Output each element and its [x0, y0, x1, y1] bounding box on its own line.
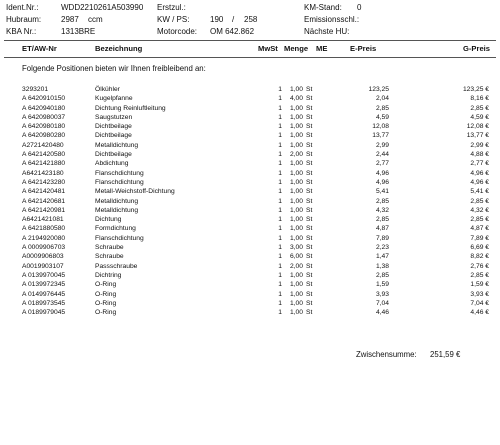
cell-menge: 1,00 [289, 178, 303, 186]
kwps-label: KW / PS: [157, 15, 190, 24]
table-row [0, 272, 500, 281]
table-row [0, 132, 500, 141]
cell-mwst: 1 [278, 262, 282, 270]
cell-ep: 7,89 [375, 234, 389, 242]
cell-me: St [306, 188, 313, 196]
cell-me: St [306, 262, 313, 270]
header-divider [4, 40, 496, 41]
cell-mwst: 1 [278, 95, 282, 103]
cell-bez: O-Ring [95, 309, 117, 317]
cell-bez: Ölkühler [95, 86, 120, 93]
cell-bez: O-Ring [95, 281, 117, 289]
cell-gp: 2,85 € [470, 197, 489, 205]
cell-nr: 3293201 [22, 86, 49, 93]
table-row [0, 300, 500, 309]
cell-bez: O-Ring [95, 290, 117, 298]
subtotal-label: Zwischensumme: [356, 350, 417, 359]
cell-menge: 1,00 [289, 86, 303, 93]
cell-bez: Dichtring [95, 271, 122, 279]
cell-bez: Kugelpfanne [95, 95, 133, 103]
table-row [0, 151, 500, 160]
col-epreis: E-Preis [350, 44, 377, 53]
cell-ep: 4,96 [375, 169, 389, 177]
cell-bez: Metalldichtung [95, 206, 139, 214]
table-row [0, 281, 500, 290]
cell-menge: 1,00 [289, 188, 303, 196]
cell-nr: A 0139972345 [22, 281, 66, 289]
cell-nr: A 6420980180 [22, 123, 66, 131]
kba-label: KBA Nr.: [6, 27, 37, 36]
cell-ep: 2,85 [375, 271, 389, 279]
cell-gp: 1,59 € [470, 281, 489, 289]
cell-gp: 2,77 € [470, 160, 489, 168]
cell-gp: 4,96 € [470, 169, 489, 177]
cell-mwst: 1 [278, 206, 282, 214]
cell-menge: 1,00 [289, 104, 303, 112]
cell-bez: Metalldichtung [95, 141, 139, 149]
cell-me: St [306, 151, 313, 159]
cell-menge: 1,00 [289, 234, 303, 242]
cell-me: St [306, 123, 313, 131]
cell-gp: 8,82 € [470, 253, 489, 261]
col-bezeichnung: Bezeichnung [95, 44, 143, 53]
cell-ep: 7,04 [375, 299, 389, 307]
motorcode-label: Motorcode: [157, 27, 198, 36]
col-mwst: MwSt [258, 44, 278, 53]
cell-ep: 5,41 [375, 188, 389, 196]
cell-nr: A 6420910150 [22, 95, 66, 103]
hubraum-unit: ccm [88, 15, 103, 24]
cell-bez: Schraube [95, 244, 124, 252]
cell-nr: A 6421420981 [22, 206, 66, 214]
cell-menge: 1,00 [289, 123, 303, 131]
cell-ep: 12,08 [372, 123, 389, 131]
table-row [0, 86, 500, 95]
cell-me: St [306, 225, 313, 233]
cell-bez: Dichtbeilage [95, 151, 132, 159]
cell-nr: A 6420980280 [22, 132, 66, 140]
cell-gp: 2,85 € [470, 216, 489, 224]
table-row [0, 198, 500, 207]
cell-gp: 12,08 € [466, 123, 489, 131]
table-row [0, 179, 500, 188]
cell-me: St [306, 197, 313, 205]
cell-nr: A 0189979045 [22, 309, 66, 317]
cell-bez: Passschraube [95, 262, 138, 270]
cell-gp: 4,88 € [470, 151, 489, 159]
intro-text: Folgende Positionen bieten wir Ihnen freibleibend an: [22, 64, 206, 73]
cell-mwst: 1 [278, 309, 282, 317]
cell-ep: 2,99 [375, 141, 389, 149]
hubraum-value: 2987 [61, 15, 79, 24]
hubraum-label: Hubraum: [6, 15, 42, 24]
cell-mwst: 1 [278, 141, 282, 149]
table-row [0, 160, 500, 169]
cell-mwst: 1 [278, 160, 282, 168]
cell-mwst: 1 [278, 290, 282, 298]
cell-bez: Formdichtung [95, 225, 136, 233]
cell-me: St [306, 234, 313, 242]
cell-gp: 5,41 € [470, 188, 489, 196]
vehicle-header [0, 0, 500, 40]
table-row [0, 263, 500, 272]
cell-ep: 4,46 [375, 309, 389, 317]
cell-mwst: 1 [278, 271, 282, 279]
erstzul-label: Erstzul.: [157, 3, 186, 12]
cell-me: St [306, 160, 313, 168]
cell-me: St [306, 206, 313, 214]
cell-bez: Flanschdichtung [95, 178, 144, 186]
table-row [0, 235, 500, 244]
table-row [0, 170, 500, 179]
cell-mwst: 1 [278, 132, 282, 140]
table-row [0, 105, 500, 114]
cell-gp: 3,93 € [470, 290, 489, 298]
cell-gp: 4,32 € [470, 206, 489, 214]
cell-menge: 1,00 [289, 206, 303, 214]
cell-ep: 4,96 [375, 178, 389, 186]
cell-me: St [306, 290, 313, 298]
cell-mwst: 1 [278, 253, 282, 261]
cell-bez: Dichtung [95, 216, 122, 224]
cell-nr: A0009906803 [22, 253, 64, 261]
cell-mwst: 1 [278, 197, 282, 205]
cell-bez: O-Ring [95, 299, 117, 307]
cell-bez: Schraube [95, 253, 124, 261]
cell-mwst: 1 [278, 104, 282, 112]
cell-gp: 2,99 € [470, 141, 489, 149]
cell-me: St [306, 271, 313, 279]
cell-nr: A0019903107 [22, 262, 64, 270]
kw-value: 190 [210, 15, 224, 24]
cell-gp: 123,25 € [462, 86, 489, 93]
col-menge: Menge [284, 44, 309, 53]
cell-bez: Abdichtung [95, 160, 129, 168]
cell-menge: 1,00 [289, 132, 303, 140]
cell-menge: 1,00 [289, 299, 303, 307]
cell-menge: 1,00 [289, 216, 303, 224]
cell-nr: A 0009906703 [22, 244, 66, 252]
cell-mwst: 1 [278, 86, 282, 93]
cell-me: St [306, 309, 313, 317]
cell-bez: Dichtbeilage [95, 123, 132, 131]
col-gpreis: G-Preis [463, 44, 491, 53]
cell-nr: A 6421423280 [22, 178, 66, 186]
cell-gp: 13,77 € [466, 132, 489, 140]
cell-mwst: 1 [278, 299, 282, 307]
cell-ep: 2,85 [375, 216, 389, 224]
cell-bez: Dichtbeilage [95, 132, 132, 140]
cell-menge: 1,00 [289, 141, 303, 149]
cell-nr: A6421423180 [22, 169, 64, 177]
cell-menge: 6,00 [289, 253, 303, 261]
cell-mwst: 1 [278, 151, 282, 159]
cell-menge: 1,00 [289, 160, 303, 168]
cell-nr: A 6420980037 [22, 113, 66, 121]
cell-gp: 4,46 € [470, 309, 489, 317]
cell-mwst: 1 [278, 188, 282, 196]
cell-me: St [306, 86, 313, 93]
cell-ep: 1,59 [375, 281, 389, 289]
table-row [0, 188, 500, 197]
table-header [0, 44, 500, 56]
table-row [0, 123, 500, 132]
table-row [0, 114, 500, 123]
motorcode-value: OM 642.862 [210, 27, 255, 36]
cell-mwst: 1 [278, 225, 282, 233]
cell-mwst: 1 [278, 244, 282, 252]
cell-me: St [306, 281, 313, 289]
cell-menge: 4,00 [289, 95, 303, 103]
cell-nr: A 6421880580 [22, 225, 66, 233]
cell-ep: 2,23 [375, 244, 389, 252]
cell-menge: 1,00 [289, 290, 303, 298]
cell-menge: 1,00 [289, 225, 303, 233]
cell-gp: 2,85 € [470, 271, 489, 279]
hu-label: Nächste HU: [304, 27, 350, 36]
cell-ep: 1,38 [375, 262, 389, 270]
cell-ep: 123,25 [368, 86, 389, 93]
cell-mwst: 1 [278, 281, 282, 289]
cell-ep: 13,77 [372, 132, 389, 140]
cell-mwst: 1 [278, 113, 282, 121]
cell-ep: 2,44 [375, 151, 389, 159]
cell-me: St [306, 132, 313, 140]
cell-ep: 2,77 [375, 160, 389, 168]
cell-nr: A 0189973545 [22, 299, 66, 307]
table-row [0, 244, 500, 253]
cell-bez: Flanschdichtung [95, 169, 144, 177]
cell-ep: 4,87 [375, 225, 389, 233]
cell-nr: A 6421420580 [22, 151, 66, 159]
cell-bez: Dichtung Reinluftleitung [95, 104, 166, 112]
cell-menge: 1,00 [289, 113, 303, 121]
cell-gp: 7,89 € [470, 234, 489, 242]
cell-mwst: 1 [278, 216, 282, 224]
cell-menge: 1,00 [289, 309, 303, 317]
cell-bez: Metall-Weichstoff-Dichtung [95, 188, 175, 196]
ps-value: 258 [244, 15, 258, 24]
cell-menge: 1,00 [289, 281, 303, 289]
ident-label: Ident.Nr.: [6, 3, 39, 12]
cell-bez: Metalldichtung [95, 197, 139, 205]
kmstand-label: KM-Stand: [304, 3, 342, 12]
table-row [0, 207, 500, 216]
table-row [0, 291, 500, 300]
cell-gp: 8,16 € [470, 95, 489, 103]
cell-mwst: 1 [278, 169, 282, 177]
cell-ep: 2,85 [375, 197, 389, 205]
cell-ep: 2,85 [375, 104, 389, 112]
cell-ep: 1,47 [375, 253, 389, 261]
cell-me: St [306, 113, 313, 121]
cell-me: St [306, 253, 313, 261]
cell-mwst: 1 [278, 123, 282, 131]
cell-nr: A 6421420681 [22, 197, 66, 205]
cell-nr: A2721420480 [22, 141, 64, 149]
cell-mwst: 1 [278, 234, 282, 242]
cell-nr: A 0149976445 [22, 290, 66, 298]
cell-gp: 2,76 € [470, 262, 489, 270]
cell-nr: A 6420940180 [22, 104, 66, 112]
cell-me: St [306, 141, 313, 149]
cell-menge: 3,00 [289, 244, 303, 252]
cell-gp: 7,04 € [470, 299, 489, 307]
cell-me: St [306, 244, 313, 252]
cell-bez: Saugstutzen [95, 113, 133, 121]
kmstand-value: 0 [357, 3, 362, 12]
cell-gp: 6,69 € [470, 244, 489, 252]
cell-menge: 1,00 [289, 169, 303, 177]
cell-nr: A 0139970045 [22, 271, 66, 279]
cell-me: St [306, 104, 313, 112]
ident-value: WDD2210261A503990 [61, 3, 144, 12]
table-header-divider [4, 57, 496, 58]
table-row [0, 216, 500, 225]
col-me: ME [316, 44, 328, 53]
cell-ep: 2,04 [375, 95, 389, 103]
cell-nr: A6421421081 [22, 216, 64, 224]
cell-me: St [306, 299, 313, 307]
items-list [0, 86, 500, 318]
table-row [0, 142, 500, 151]
emission-label: Emissionsschl.: [304, 15, 360, 24]
cell-gp: 4,96 € [470, 178, 489, 186]
subtotal-value: 251,59 € [430, 350, 461, 359]
col-nr: ET/AW-Nr [22, 44, 57, 53]
cell-menge: 2,00 [289, 262, 303, 270]
table-row [0, 309, 500, 318]
table-row [0, 253, 500, 262]
kba-value: 1313BRE [61, 27, 96, 36]
cell-nr: A 6421421880 [22, 160, 66, 168]
cell-ep: 3,93 [375, 290, 389, 298]
cell-menge: 1,00 [289, 271, 303, 279]
cell-gp: 4,87 € [470, 225, 489, 233]
cell-gp: 2,85 € [470, 104, 489, 112]
kwps-separator: / [232, 15, 235, 24]
cell-ep: 4,32 [375, 206, 389, 214]
cell-bez: Flanschdichtung [95, 234, 144, 242]
cell-menge: 2,00 [289, 151, 303, 159]
cell-me: St [306, 216, 313, 224]
table-row [0, 95, 500, 104]
cell-nr: A 6421420481 [22, 188, 66, 196]
cell-ep: 4,59 [375, 113, 389, 121]
cell-me: St [306, 95, 313, 103]
cell-me: St [306, 178, 313, 186]
cell-me: St [306, 169, 313, 177]
cell-gp: 4,59 € [470, 113, 489, 121]
cell-mwst: 1 [278, 178, 282, 186]
table-row [0, 225, 500, 234]
cell-nr: A 2194920080 [22, 234, 66, 242]
cell-menge: 1,00 [289, 197, 303, 205]
